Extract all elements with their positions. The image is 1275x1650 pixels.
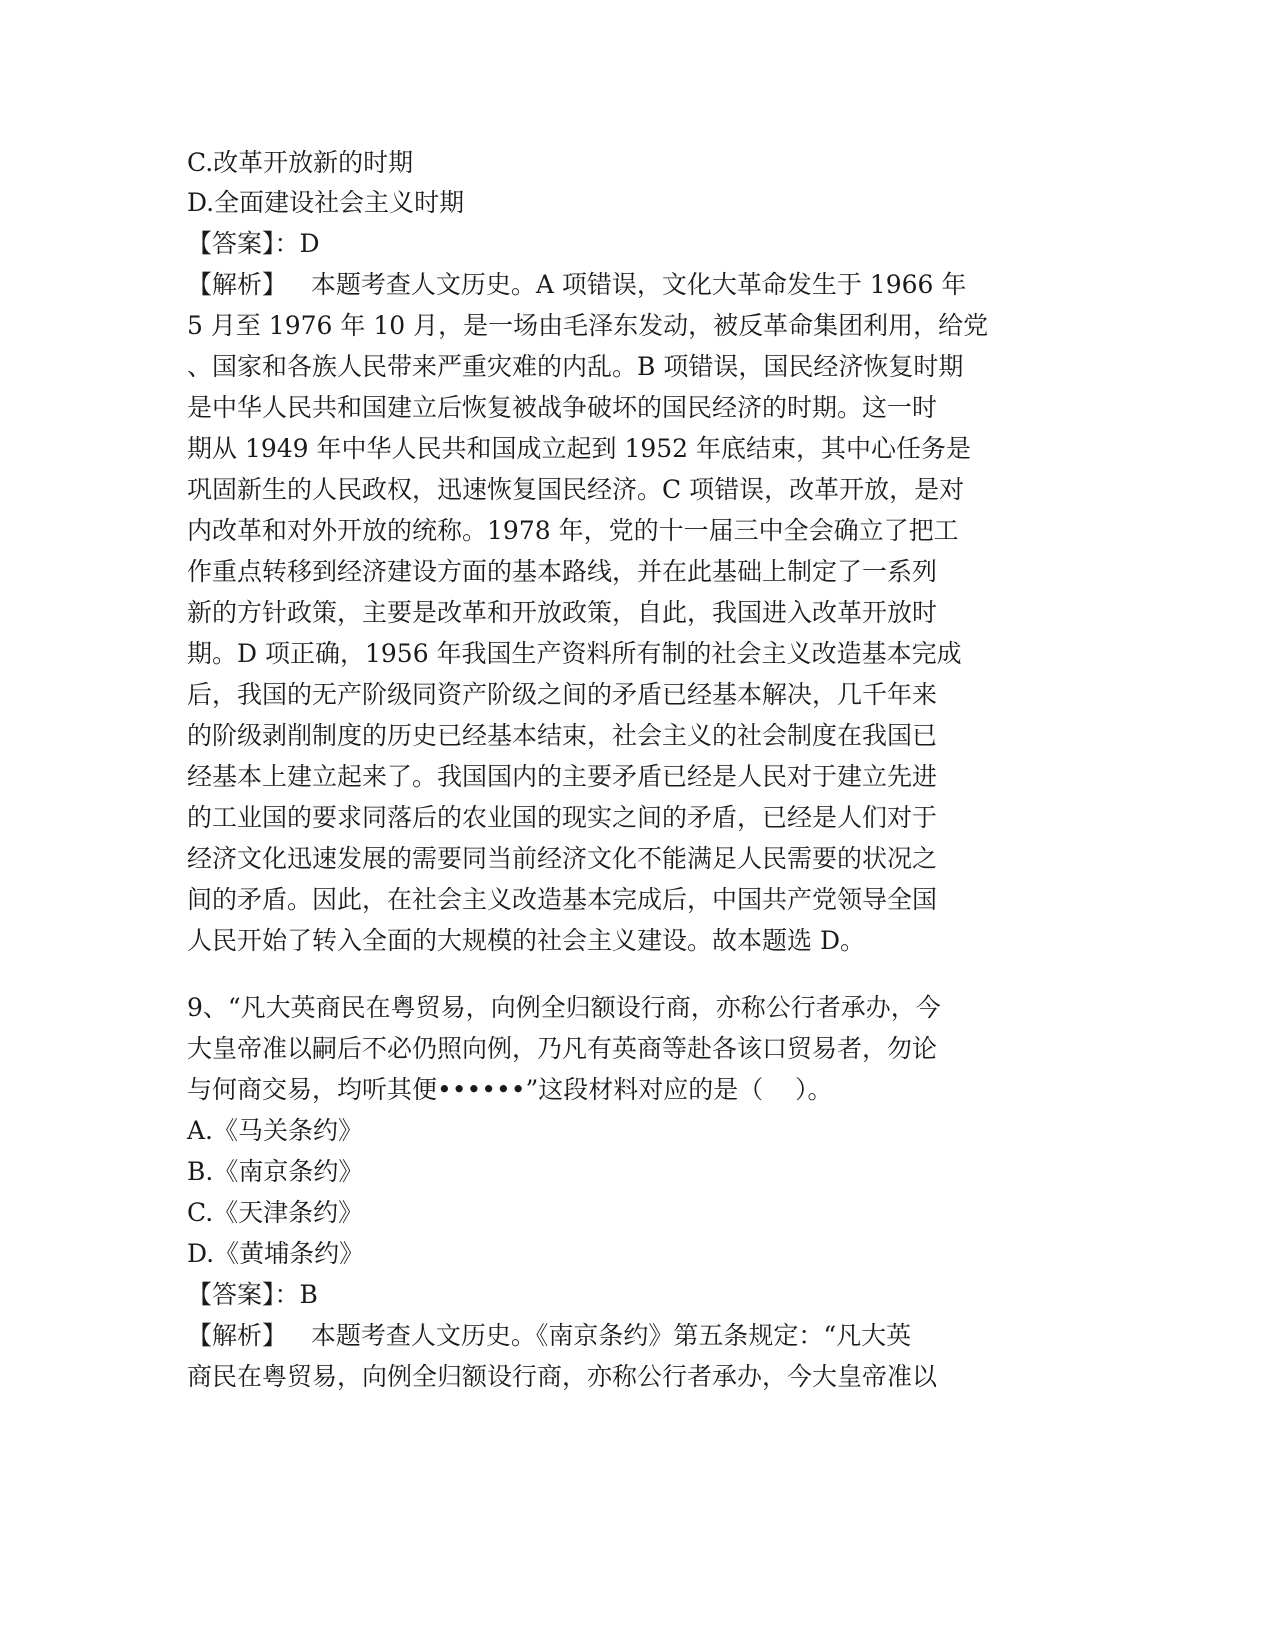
q9-stem-line: 与何商交易，均听其便••••••”这段材料对应的是（ ）。 [187,1075,833,1104]
q8-option-c: C.改革开放新的时期 [187,148,414,177]
q8-analysis-line: 内改革和对外开放的统称。1978 年，党的十一届三中全会确立了把工 [187,516,959,545]
q9-option-d: D.《黄埔条约》 [187,1239,365,1268]
q9-analysis-line: 【解析】 本题考查人文历史。《南京条约》第五条规定：“凡大英 [187,1321,912,1350]
q9-answer: 【答案】：B [187,1280,318,1309]
q8-analysis-line: 新的方针政策，主要是改革和开放政策，自此，我国进入改革开放时 [187,598,938,627]
q9-option-a: A.《马关条约》 [187,1116,364,1145]
q8-analysis-line: 间的矛盾。因此，在社会主义改造基本完成后，中国共产党领导全国 [187,885,938,914]
q8-analysis-line: 的阶级剥削制度的历史已经基本结束，社会主义的社会制度在我国已 [187,721,938,750]
q9-option-c: C.《天津条约》 [187,1198,364,1227]
q8-analysis-line: 后，我国的无产阶级同资产阶级之间的矛盾已经基本解决，几千年来 [187,680,938,709]
q9-stem-line: 大皇帝准以嗣后不必仍照向例，乃凡有英商等赴各该口贸易者，勿论 [187,1034,938,1063]
q8-analysis-line: 是中华人民共和国建立后恢复被战争破坏的国民经济的时期。这一时 [187,393,938,422]
q9-option-b: B.《南京条约》 [187,1157,364,1186]
q8-analysis-line: 期从 1949 年中华人民共和国成立起到 1952 年底结束，其中心任务是 [187,434,972,463]
q8-answer: 【答案】：D [187,229,320,258]
q8-analysis-line: 的工业国的要求同落后的农业国的现实之间的矛盾，已经是人们对于 [187,803,938,832]
q8-analysis-line: 巩固新生的人民政权，迅速恢复国民经济。C 项错误，改革开放，是对 [187,475,965,504]
q9-analysis-line: 商民在粤贸易，向例全归额设行商，亦称公行者承办，今大皇帝准以 [187,1362,938,1391]
q8-analysis-line: 5 月至 1976 年 10 月，是一场由毛泽东发动，被反革命集团利用，给党 [187,311,989,340]
q8-analysis-line: 、国家和各族人民带来严重灾难的内乱。B 项错误，国民经济恢复时期 [187,352,964,381]
q9-stem-line: 9、“凡大英商民在粤贸易，向例全归额设行商，亦称公行者承办，今 [187,993,941,1022]
q8-analysis-line: 经基本上建立起来了。我国国内的主要矛盾已经是人民对于建立先进 [187,762,938,791]
q8-option-d: D.全面建设社会主义时期 [187,188,465,217]
q8-analysis-line: 经济文化迅速发展的需要同当前经济文化不能满足人民需要的状况之 [187,844,938,873]
q8-analysis-line: 【解析】 本题考查人文历史。A 项错误，文化大革命发生于 1966 年 [187,270,967,299]
q8-analysis-line: 人民开始了转入全面的大规模的社会主义建设。故本题选 D。 [187,926,865,955]
q8-analysis-line: 期。D 项正确，1956 年我国生产资料所有制的社会主义改造基本完成 [187,639,962,668]
q8-analysis-line: 作重点转移到经济建设方面的基本路线，并在此基础上制定了一系列 [187,557,938,586]
